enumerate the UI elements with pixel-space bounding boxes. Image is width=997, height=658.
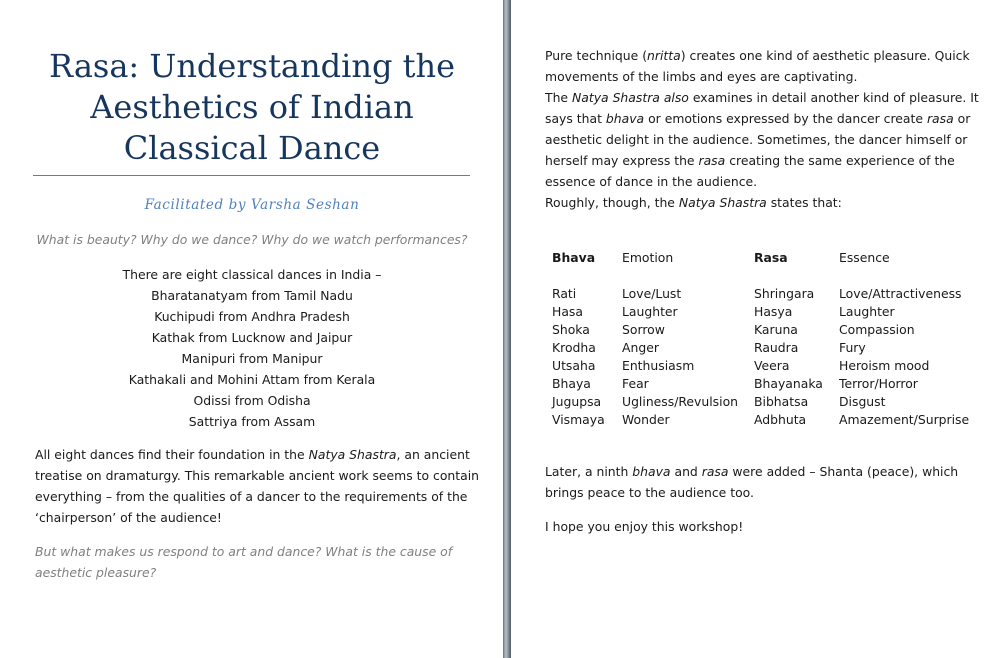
table-row bbox=[545, 303, 979, 321]
text-run: and bbox=[670, 464, 702, 479]
document-title bbox=[34, 46, 470, 169]
table-cell: Heroism mood bbox=[839, 358, 930, 373]
table-cell: Bhaya bbox=[552, 376, 591, 391]
text-run-italic: Natya Shastra also bbox=[571, 90, 689, 105]
table-header-row bbox=[545, 249, 979, 267]
page-gutter bbox=[503, 0, 511, 658]
table-cell: Hasya bbox=[754, 304, 793, 319]
table-row bbox=[545, 339, 979, 357]
text-run-italic: bhava bbox=[605, 111, 645, 126]
text-run-italic: nritta bbox=[647, 48, 681, 63]
text-run: Pure technique ( bbox=[545, 48, 648, 63]
table-cell: Fear bbox=[622, 376, 649, 391]
table-cell: Laughter bbox=[839, 304, 895, 319]
text-run-italic: Natya Shastra bbox=[308, 447, 397, 462]
intro-paragraphs bbox=[545, 45, 985, 213]
table-cell: Laughter bbox=[622, 304, 678, 319]
closing-question: But what makes us respond to art and dance? What is the cause of aesthetic pleasure? bbox=[35, 544, 453, 580]
table-cell: Bhayanaka bbox=[754, 376, 823, 391]
column-header-rasa: Rasa bbox=[754, 250, 788, 265]
table-cell: Sorrow bbox=[622, 322, 665, 337]
title-underline bbox=[33, 175, 470, 176]
dance-item: Bharatanatyam from Tamil Nadu bbox=[151, 288, 353, 303]
table-row bbox=[545, 411, 979, 429]
table-cell: Jugupsa bbox=[552, 394, 602, 409]
text-run: All eight dances find their foundation in the bbox=[35, 447, 309, 462]
paragraph-bhava bbox=[545, 87, 985, 192]
table-cell: Veera bbox=[754, 358, 790, 373]
text-run: or emotions expressed by the dancer create bbox=[644, 111, 927, 126]
table-row bbox=[545, 375, 979, 393]
dance-item: Kathak from Lucknow and Jaipur bbox=[151, 330, 353, 345]
dance-item: Kuchipudi from Andhra Pradesh bbox=[154, 309, 350, 324]
table-row bbox=[545, 393, 979, 411]
table-cell: Love/Lust bbox=[622, 286, 682, 301]
table-row bbox=[545, 285, 979, 303]
table-row bbox=[545, 357, 979, 375]
bhava-rasa-table bbox=[545, 249, 979, 429]
paragraph-roughly bbox=[545, 192, 985, 213]
table-cell: Love/Attractiveness bbox=[839, 286, 962, 301]
text-run: examines in detail another kind of pleasure. It says that bbox=[545, 90, 979, 126]
dance-item: Manipuri from Manipur bbox=[181, 351, 323, 366]
table-spacer bbox=[545, 267, 979, 285]
text-run-italic: rasa bbox=[701, 464, 729, 479]
ninth-rasa-paragraph bbox=[545, 461, 985, 503]
paragraph-nritta bbox=[545, 45, 985, 87]
opening-question: What is beauty? Why do we dance? Why do we watch performances? bbox=[36, 232, 468, 247]
foundation-paragraph bbox=[35, 444, 480, 528]
dance-item: Kathakali and Mohini Attam from Kerala bbox=[128, 372, 376, 387]
byline: Facilitated by Varsha Seshan bbox=[144, 197, 360, 213]
table-cell: Terror/Horror bbox=[839, 376, 918, 391]
closing-line: I hope you enjoy this workshop! bbox=[545, 519, 744, 534]
column-header-essence: Essence bbox=[839, 250, 890, 265]
table-cell: Shoka bbox=[552, 322, 590, 337]
text-run: were added – Shanta (peace), which brings peace to the audience too. bbox=[545, 464, 959, 500]
text-run: Roughly, though, the bbox=[545, 195, 679, 210]
text-run-italic: rasa bbox=[698, 153, 726, 168]
text-run-italic: Natya Shastra bbox=[678, 195, 767, 210]
table-cell: Karuna bbox=[754, 322, 798, 337]
table-cell: Fury bbox=[839, 340, 866, 355]
dance-item: Odissi from Odisha bbox=[193, 393, 311, 408]
column-header-emotion: Emotion bbox=[622, 250, 674, 265]
table-cell: Anger bbox=[622, 340, 659, 355]
text-run: states that: bbox=[766, 195, 842, 210]
table-cell: Amazement/Surprise bbox=[839, 412, 970, 427]
table-cell: Rati bbox=[552, 286, 577, 301]
table-cell: Wonder bbox=[622, 412, 670, 427]
text-run: creating the same experience of the essence of dance in the audience. bbox=[545, 153, 955, 189]
dance-list bbox=[34, 264, 470, 432]
text-run: ) creates one kind of aesthetic pleasure. Quick movements of the limbs and eyes are captivating. bbox=[545, 48, 970, 84]
table-cell: Hasa bbox=[552, 304, 583, 319]
dance-list-intro: There are eight classical dances in India – bbox=[122, 267, 382, 282]
title-line: Rasa: Understanding the bbox=[48, 47, 455, 85]
title-line: Classical Dance bbox=[123, 129, 381, 167]
text-run: The bbox=[545, 90, 572, 105]
table-cell: Disgust bbox=[839, 394, 886, 409]
table-cell: Krodha bbox=[552, 340, 596, 355]
column-header-bhava: Bhava bbox=[552, 250, 596, 265]
table-row bbox=[545, 321, 979, 339]
text-run-italic: rasa bbox=[926, 111, 954, 126]
text-run: Later, a ninth bbox=[545, 464, 633, 479]
text-run: or aesthetic delight in the audience. Sometimes, the dancer himself or herself may express the bbox=[545, 111, 971, 168]
text-run: , an ancient treatise on dramaturgy. This remarkable ancient work seems to contain everything – from the qualities of a dancer to the requirements of the ‘chairperson’ of the audience! bbox=[35, 447, 480, 525]
table-cell: Bibhatsa bbox=[754, 394, 809, 409]
table-cell: Vismaya bbox=[552, 412, 605, 427]
table-cell: Raudra bbox=[754, 340, 799, 355]
title-line: Aesthetics of Indian bbox=[90, 88, 414, 126]
table-cell: Adbhuta bbox=[754, 412, 807, 427]
text-run-italic: bhava bbox=[632, 464, 671, 479]
table-cell: Enthusiasm bbox=[622, 358, 695, 373]
table-cell: Shringara bbox=[754, 286, 815, 301]
table-cell: Ugliness/Revulsion bbox=[622, 394, 739, 409]
dance-item: Sattriya from Assam bbox=[188, 414, 316, 429]
table-cell: Compassion bbox=[839, 322, 915, 337]
table-cell: Utsaha bbox=[552, 358, 596, 373]
